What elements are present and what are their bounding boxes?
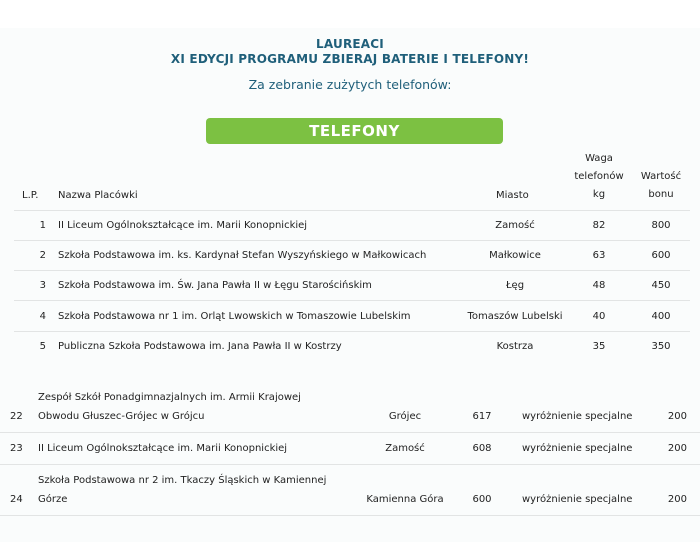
row-value: 200 bbox=[667, 494, 687, 505]
row-lp: 22 bbox=[10, 411, 23, 422]
title-line-2: XI EDYCJI PROGRAMU ZBIERAJ BATERIE I TELEFONY! bbox=[170, 52, 530, 66]
row-divider bbox=[14, 240, 690, 241]
row-name: Szkoła Podstawowa nr 1 im. Orląt Lwowskich w Tomaszowie Lubelskim bbox=[58, 311, 411, 322]
row-name: Publiczna Szkoła Podstawowa im. Jana Pawła II w Kostrzy bbox=[58, 341, 342, 352]
row-award: wyróżnienie specjalne bbox=[522, 411, 633, 422]
row-weight: 600 bbox=[472, 494, 492, 505]
title-line-1: LAUREACI bbox=[316, 37, 384, 51]
row-name-line1: Zespół Szkół Ponadgimnazjalnych im. Armii Krajowej bbox=[38, 392, 301, 403]
column-header-value-line1: Wartość bbox=[640, 171, 682, 182]
row-city: Kamienna Góra bbox=[366, 494, 444, 505]
column-header-value bbox=[636, 168, 686, 204]
row-city: Małkowice bbox=[489, 250, 541, 261]
row-name: II Liceum Ogólnokształcące im. Marii Konopnickiej bbox=[58, 220, 308, 231]
row-award: wyróżnienie specjalne bbox=[522, 494, 633, 505]
row-lp: 5 bbox=[39, 341, 46, 352]
header-divider bbox=[14, 210, 690, 211]
row-name-line2: Obwodu Głuszec-Grójec w Grójcu bbox=[38, 411, 205, 422]
row-divider bbox=[14, 300, 690, 301]
row-name-line2: Górze bbox=[38, 494, 68, 505]
row-lp: 1 bbox=[39, 220, 46, 231]
row-value: 450 bbox=[651, 280, 671, 291]
column-header-weight bbox=[573, 150, 625, 204]
row-divider bbox=[0, 464, 700, 465]
row-weight: 82 bbox=[592, 220, 606, 231]
column-header-weight-line2: telefonów bbox=[574, 171, 624, 182]
row-value: 200 bbox=[667, 443, 687, 454]
row-value: 350 bbox=[651, 341, 671, 352]
row-name: Szkoła Podstawowa im. ks. Kardynał Stefan Wyszyńskiego w Małkowicach bbox=[58, 250, 427, 261]
row-name-line2: II Liceum Ogólnokształcące im. Marii Konopnickiej bbox=[38, 443, 288, 454]
column-header-lp: L.P. bbox=[22, 190, 39, 201]
column-header-city: Miasto bbox=[496, 190, 529, 201]
column-header-value-line2: bonu bbox=[648, 189, 674, 200]
row-value: 400 bbox=[651, 311, 671, 322]
row-weight: 608 bbox=[472, 443, 492, 454]
row-lp: 4 bbox=[39, 311, 46, 322]
column-header-weight-line3: kg bbox=[592, 189, 606, 200]
row-lp: 23 bbox=[10, 443, 23, 454]
row-divider bbox=[0, 515, 700, 516]
row-divider bbox=[14, 270, 690, 271]
row-weight: 35 bbox=[592, 341, 606, 352]
row-weight: 48 bbox=[592, 280, 606, 291]
row-city: Kostrza bbox=[496, 341, 534, 352]
row-city: Zamość bbox=[495, 220, 535, 231]
row-divider bbox=[14, 331, 690, 332]
row-lp: 3 bbox=[39, 280, 46, 291]
row-name-line1: Szkoła Podstawowa nr 2 im. Tkaczy Śląskich w Kamiennej bbox=[38, 475, 327, 486]
row-lp: 24 bbox=[10, 494, 23, 505]
row-value: 800 bbox=[651, 220, 671, 231]
column-header-weight-line1: Waga bbox=[585, 153, 613, 164]
row-award: wyróżnienie specjalne bbox=[522, 443, 633, 454]
row-city: Grójec bbox=[388, 411, 422, 422]
row-value: 600 bbox=[651, 250, 671, 261]
section-label-text: TELEFONY bbox=[309, 122, 400, 140]
row-divider bbox=[0, 432, 700, 433]
row-city: Tomaszów Lubelski bbox=[467, 311, 563, 322]
row-weight: 617 bbox=[472, 411, 492, 422]
column-header-name: Nazwa Placówki bbox=[58, 190, 138, 201]
subtitle: Za zebranie zużytych telefonów: bbox=[248, 77, 452, 92]
row-lp: 2 bbox=[39, 250, 46, 261]
row-value: 200 bbox=[667, 411, 687, 422]
row-weight: 40 bbox=[592, 311, 606, 322]
row-city: Łęg bbox=[505, 280, 525, 291]
row-weight: 63 bbox=[592, 250, 606, 261]
row-name: Szkoła Podstawowa im. Św. Jana Pawła II w Łęgu Starościńskim bbox=[58, 280, 372, 291]
section-label-telefony bbox=[206, 118, 503, 144]
row-city: Zamość bbox=[385, 443, 425, 454]
